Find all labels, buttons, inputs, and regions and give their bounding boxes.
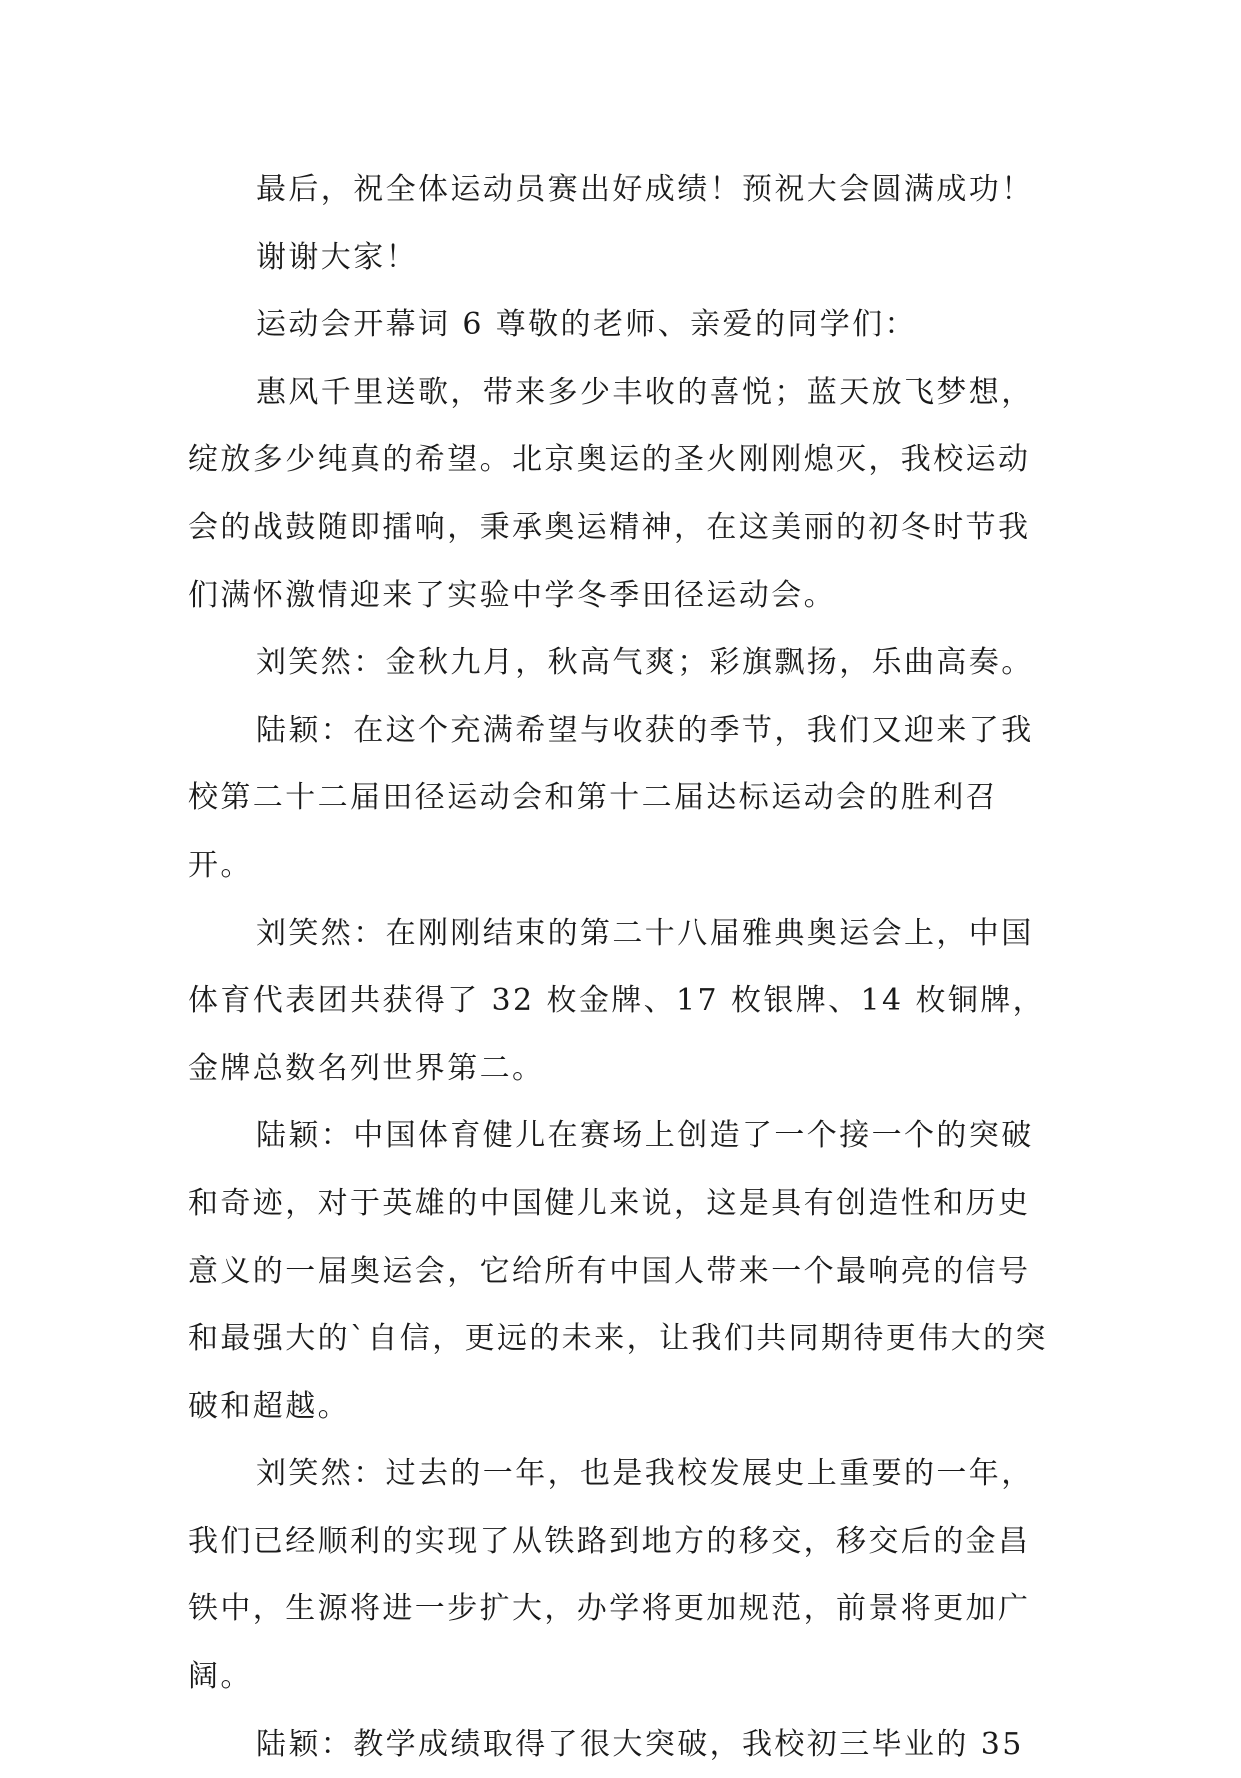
paragraph-closing-wishes: 最后，祝全体运动员赛出好成绩！预祝大会圆满成功！ [256,172,1034,207]
paragraph-opening: 惠风千里送歌，带来多少丰收的喜悦；蓝天放飞梦想，绽放多少纯真的希望。北京奥运的圣火刚刚熄灭，我校运动会的战鼓随即擂响，秉承奥运精神，在这美丽的初冬时节我们满怀激情迎来了实验中学冬季田径运动会。 [188,374,1034,613]
paragraph-lu-3: 陆颖：教学成绩取得了很大突破，我校初三毕业的 35 [256,1726,1024,1762]
paragraph-speech-title: 运动会开幕词 6 尊敬的老师、亲爱的同学们： [256,307,917,343]
paragraph-liu-1: 刘笑然：金秋九月，秋高气爽；彩旗飘扬，乐曲高奏。 [256,645,1034,681]
paragraph-lu-1: 陆颖：在这个充满希望与收获的季节，我们又迎来了我校第二十二届田径运动会和第十二届达标运动会的胜利召开。 [188,712,1034,883]
paragraph-liu-3: 刘笑然：过去的一年，也是我校发展史上重要的一年，我们已经顺利的实现了从铁路到地方的移交，移交后的金昌铁中，生源将进一步扩大，办学将更加规范，前景将更加广阔。 [188,1456,1034,1695]
paragraph-liu-2: 刘笑然：在刚刚结束的第二十八届雅典奥运会上，中国体育代表团共获得了 32 枚金牌、17 枚银牌、14 枚铜牌，金牌总数名列世界第二。 [188,915,1046,1086]
paragraph-thanks: 谢谢大家！ [256,239,418,275]
paragraph-lu-2: 陆颖：中国体育健儿在赛场上创造了一个接一个的突破和奇迹，对于英雄的中国健儿来说，这是具有创造性和历史意义的一届奥运会，它给所有中国人带来一个最响亮的信号和最强大的`自信，更远的未来，让我们共同期待更伟大的突破和超越。 [188,1118,1048,1424]
body-text [188,156,1058,1778]
